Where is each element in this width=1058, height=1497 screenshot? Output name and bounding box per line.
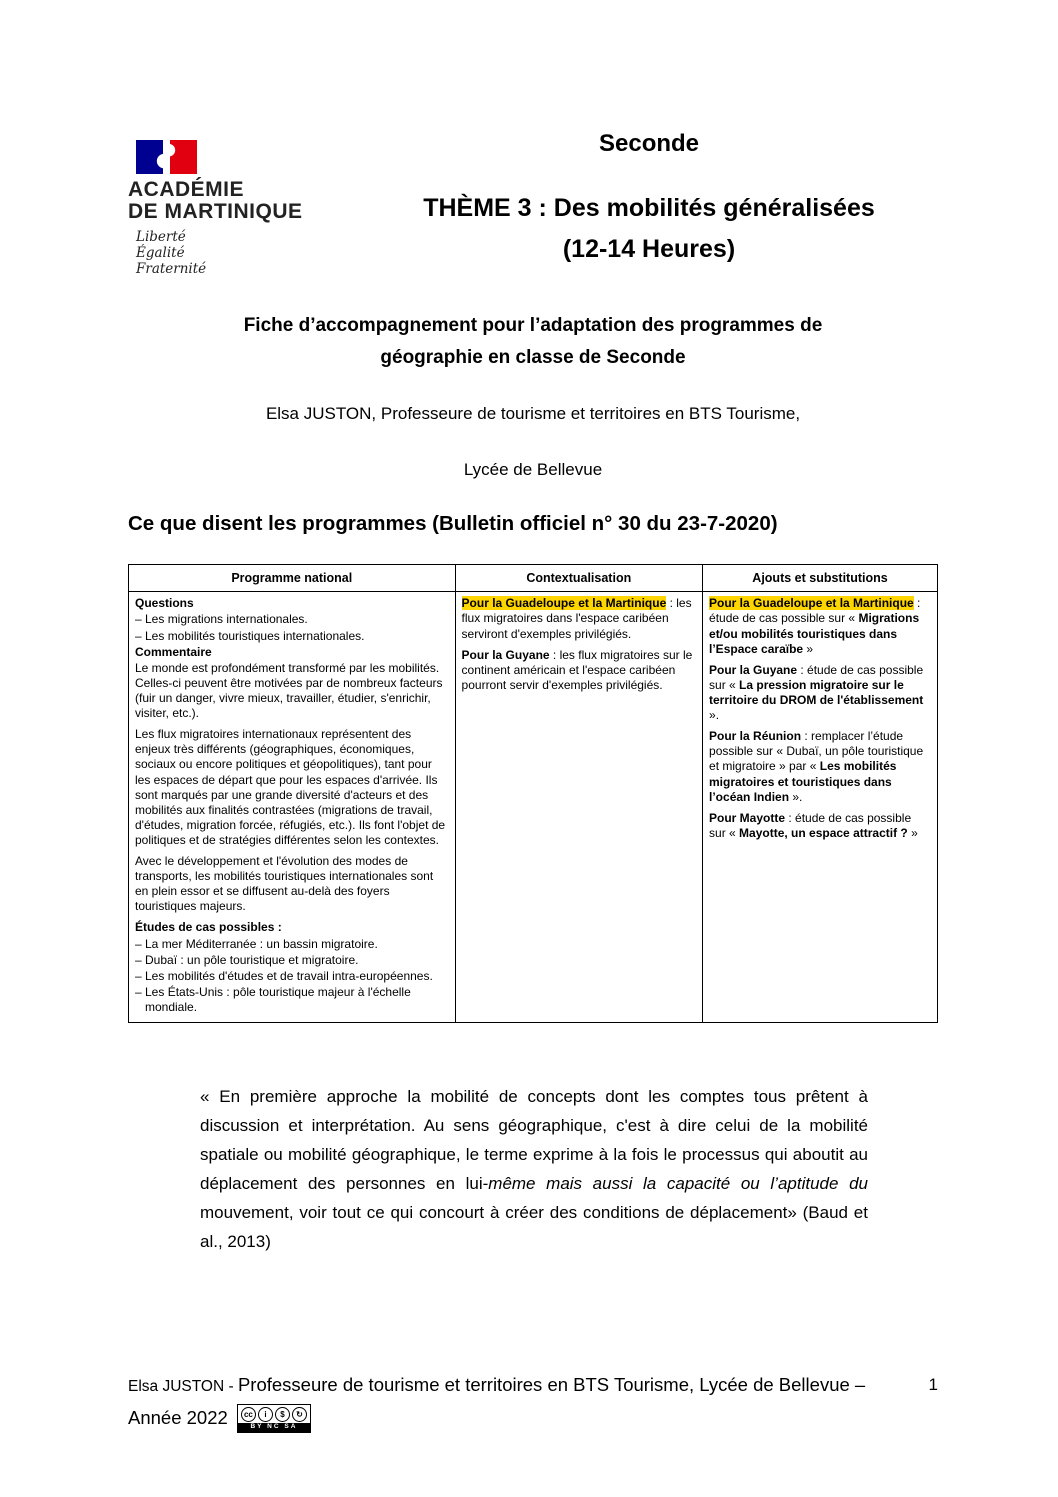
logo-name-line2: DE MARTINIQUE <box>128 200 303 224</box>
commentaire-paragraph-1: Le monde est profondément transformé par les mobilités. Celles-ci peuvent être motivées par de nombreux facteurs (fuir un danger, vivre mieux, travailler, étudier, s'enrichir, visiter, etc.). <box>135 660 443 721</box>
theme-title-line2: (12-14 Heures) <box>562 234 736 263</box>
commentaire-paragraph-2: Les flux migratoires internationaux représentent des enjeux très différents (géographiques, économiques, sociaux ou encore politiques et géopolitiques), tant pour les espaces de départ que pour les espaces d'arrivée. Ils sont marqués par une grande diversité d'acteurs et des mobilités aux finalités contrastées (migrations de travail, d'études, migration forcée, réfugiés, etc.). Ils font l'objet de politiques et de stratégies différentes selon les contextes. <box>135 727 446 847</box>
cell-programme-national <box>129 592 456 1023</box>
motto-liberte: Liberté <box>136 228 186 245</box>
theme-title <box>360 188 938 269</box>
commentaire-paragraph-3: Avec le développement et l'évolution des modes de transports, les mobilités touristiques internationales sont en plein essor et se diffusent au-delà des foyers touristiques majeurs. <box>135 854 434 914</box>
programme-table <box>128 564 938 1023</box>
logo-name-line1: ACADÉMIE <box>128 178 245 201</box>
ajouts-paragraph-4 <box>709 811 931 841</box>
territory-label: Pour la Guyane <box>709 662 798 677</box>
highlighted-territory-label: Pour la Guadeloupe et la Martinique <box>709 596 914 611</box>
column-header-programme-national: Programme national <box>129 565 456 592</box>
column-header-ajouts: Ajouts et substitutions <box>703 565 938 592</box>
ajouts-paragraph-2 <box>709 663 931 723</box>
paragraph-text: étude de cas possible sur « <box>709 611 859 626</box>
cc-sa-arrow-icon: ↻ <box>292 1407 307 1422</box>
paragraph-text: : étude de cas possible sur « <box>709 810 912 840</box>
motto-fraternite: Fraternité <box>136 260 207 277</box>
territory-label: Pour la Réunion <box>709 729 802 744</box>
cc-icons-row <box>238 1405 310 1423</box>
separator: : <box>666 596 673 611</box>
paragraph-text: ». <box>789 789 803 804</box>
list-item: – Dubaï : un pôle touristique et migratoire. <box>135 952 359 967</box>
ajouts-paragraph-3 <box>709 729 931 805</box>
table-body-row <box>129 592 938 1023</box>
study-title: La pression migratoire sur le territoire du DROM de l'établissement <box>709 677 924 707</box>
page-footer <box>128 1368 938 1435</box>
logo-name <box>128 179 360 224</box>
contextualisation-paragraph-1 <box>462 596 696 641</box>
section-heading: Ce que disent les programmes (Bulletin officiel n° 30 du 23-7-2020) <box>128 512 778 536</box>
page-number: 1 <box>928 1375 938 1394</box>
definition-quote <box>200 1083 868 1256</box>
quote-text: mouvement, voir tout ce qui concourt à créer des conditions de déplacement» (Baud et al., 2013) <box>200 1202 868 1251</box>
theme-title-line1: THÈME 3 : Des mobilités généralisées <box>423 194 875 222</box>
separator: : <box>913 596 921 611</box>
footer-author-role: Professeure de tourisme et territoires en BTS Tourisme, Lycée de Bellevue – Année 2022 <box>128 1374 866 1429</box>
motto-egalite: Égalité <box>136 244 185 261</box>
author-line: Elsa JUSTON, Professeure de tourisme et territoires en BTS Tourisme, <box>265 404 801 424</box>
cc-nc-dollar-icon: $ <box>275 1407 290 1422</box>
paragraph-text: les flux migratoires sur le continent américain et l'espace caribéen pourront servir d'exemples privilégiés. <box>461 647 693 692</box>
ajouts-paragraph-1 <box>709 596 931 656</box>
study-title: Les mobilités migratoires et touristiques dans l’océan Indien <box>709 759 897 804</box>
paragraph-text: » <box>907 825 918 840</box>
cc-by-nc-sa-badge <box>237 1404 311 1432</box>
quote-text-italic: même mais aussi la capacité ou l’aptitude du <box>488 1173 868 1193</box>
paragraph-text: les flux migratoires dans l'espace caribéen serviront d'exemples privilégiés. <box>461 596 692 641</box>
cell-ajouts-substitutions <box>703 592 938 1023</box>
paragraph-text: : remplacer l’étude possible sur « Dubaï, un pôle touristique et migratoire » par « <box>709 729 924 774</box>
quote-text: « En première approche la mobilité de concepts dont les comptes tous prêtent à discussion et interprétation. Au sens géographique, c'est à dire celui de la mobilité spatiale ou mobilité géographique, le terme exprime à la fois le processus qui aboutit au déplacement des personnes en lui- <box>200 1087 868 1193</box>
study-title: Mayotte, un espace attractif ? <box>739 825 908 840</box>
questions-heading: Questions <box>135 596 194 611</box>
contextualisation-paragraph-2 <box>462 648 696 693</box>
paragraph-text: » <box>803 641 814 656</box>
cc-labels: BY NC SA <box>238 1423 310 1431</box>
etudes-heading: Études de cas possibles : <box>135 920 282 935</box>
page-header <box>128 130 938 278</box>
title-block <box>360 130 938 269</box>
cell-contextualisation <box>455 592 702 1023</box>
school-line: Lycée de Bellevue <box>463 460 603 480</box>
table-header-row <box>129 565 938 592</box>
list-item: – Les États-Unis : pôle touristique majeur à l'échelle mondiale. <box>135 984 411 1015</box>
highlighted-territory-label: Pour la Guadeloupe et la Martinique <box>461 596 667 611</box>
list-item: – Les mobilités d'études et de travail intra-européennes. <box>135 968 433 983</box>
separator: : <box>549 647 560 662</box>
footer-text <box>128 1368 890 1435</box>
commentaire-heading: Commentaire <box>135 644 212 659</box>
territory-label: Pour la Guyane <box>461 647 550 662</box>
french-flag-icon <box>136 140 360 174</box>
document-subtitle <box>128 310 938 375</box>
list-item: – Les mobilités touristiques internationales. <box>135 628 365 643</box>
logo-motto <box>136 230 360 278</box>
subtitle-line1: Fiche d’accompagnement pour l’adaptation des programmes de <box>243 314 823 336</box>
paragraph-text: : étude de cas possible sur « <box>709 662 924 692</box>
cc-logo-icon: cc <box>241 1407 256 1422</box>
paragraph-text: ». <box>709 708 720 723</box>
academie-martinique-logo <box>128 140 360 278</box>
column-header-contextualisation: Contextualisation <box>455 565 702 592</box>
flag-white-gap <box>163 140 170 174</box>
cc-by-person-icon: i <box>258 1407 273 1422</box>
footer-author-name: Elsa JUSTON - <box>128 1378 238 1395</box>
study-title: Migrations et/ou mobilités touristiques dans l’Espace caraïbe <box>709 611 920 656</box>
subtitle-line2: géographie en classe de Seconde <box>380 347 686 368</box>
class-level-title: Seconde <box>598 130 700 157</box>
list-item: – Les migrations internationales. <box>135 612 308 627</box>
flag-red-block <box>170 140 197 174</box>
list-item: – La mer Méditerranée : un bassin migratoire. <box>135 936 378 951</box>
flag-blue-block <box>136 140 163 174</box>
territory-label: Pour Mayotte <box>709 810 786 825</box>
